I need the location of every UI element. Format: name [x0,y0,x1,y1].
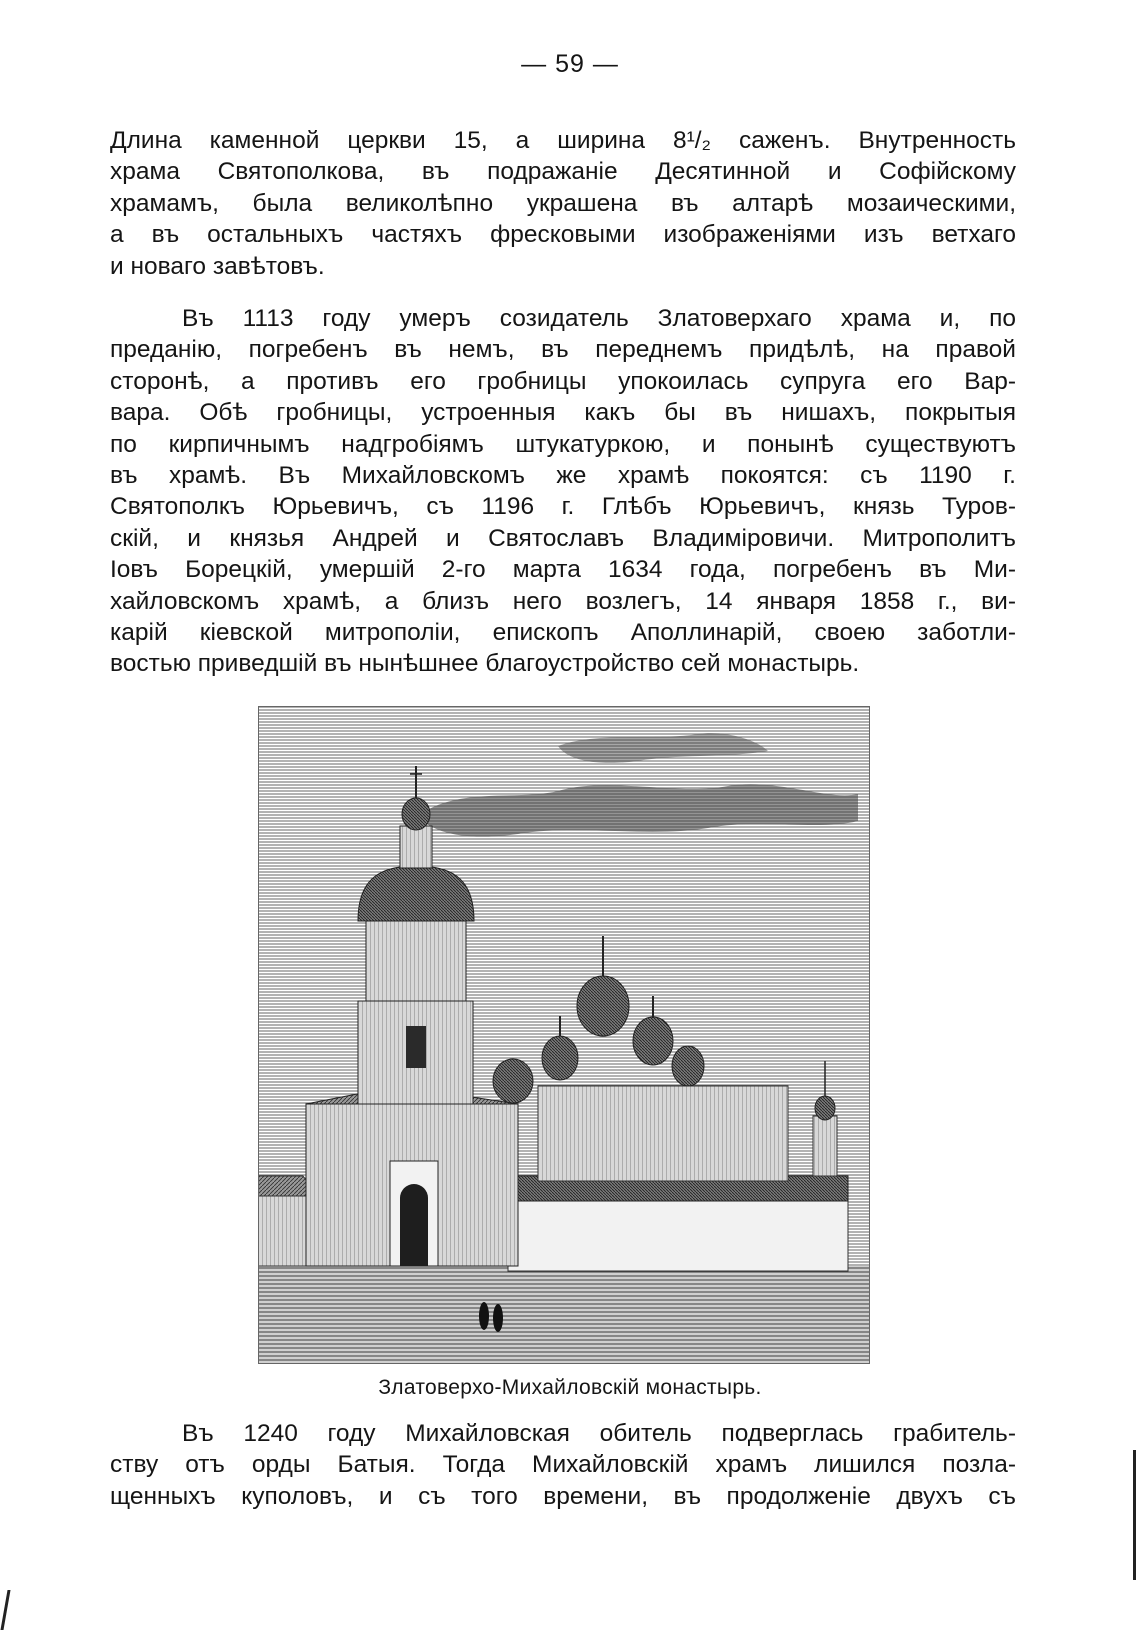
text-line: Іовъ Борецкій, умершій 2-го марта 1634 года, погребенъ въ Ми- [110,556,1016,584]
text-line: хайловскомъ храмѣ, а близъ него возлегъ, 14 января 1858 г., ви- [110,587,1016,615]
cathedral-dome [672,1046,704,1086]
text-line: Въ 1240 году Михайловская обитель подверглась грабитель- [182,1420,1016,1447]
text-line: Святополкъ Юрьевичъ, съ 1196 г. Глѣбъ Юрьевичъ, князь Туров- [110,493,1016,521]
text-line: и новаго завѣтовъ. [110,252,325,280]
cathedral-dome [633,1017,673,1065]
text-line: преданію, погребенъ въ немъ, въ переднемъ придѣлѣ, на правой [110,336,1016,364]
paragraph-3 [110,1418,1016,1512]
monastery-wall [508,1201,848,1271]
figure-person [493,1304,503,1332]
gate-arch [400,1184,428,1266]
text-line: Длина каменной церкви 15, а ширина 8¹/₂ саженъ. Внутренность [110,127,1016,154]
text-line: по кирпичнымъ надгробіямъ штукатуркою, и понынѣ существуютъ [110,430,1016,458]
text-line: скій, и князья Андрей и Святославъ Владиміровичи. Митрополитъ [110,524,1016,552]
paragraph-2 [110,303,1016,680]
figure-caption: Златоверхо-Михайловскій монастырь. [378,1376,762,1399]
scan-margin-mark [0,1590,10,1630]
bell-tower-upper [366,921,466,1001]
figure-person [479,1302,489,1330]
ground [258,1266,870,1364]
text-line: сторонѣ, а противъ его гробницы упокоилась супруга его Вар- [110,367,1016,395]
cathedral-main-dome [577,976,629,1036]
small-tower [813,1116,837,1176]
scan-margin-mark [1133,1450,1136,1580]
cathedral-body [538,1086,788,1181]
text-line: Въ 1113 году умеръ созидатель Златоверхаго храма и, по [182,305,1016,332]
text-line: а въ остальныхъ частяхъ фресковыми изображеніями изъ ветхаго [110,221,1016,249]
text-line: карій кіевской митрополіи, епископъ Аполлинарій, своею заботли- [110,619,1016,647]
paragraph-1 [110,125,1016,282]
text-line: ству отъ орды Батыя. Тогда Михайловскій храмъ лишился позла- [110,1451,1016,1479]
cathedral-dome [542,1036,578,1080]
text-line: въ храмѣ. Въ Михайловскомъ же храмѣ покоятся: съ 1190 г. [110,462,1016,490]
page-number: — 59 — [521,50,619,78]
cathedral-dome [493,1059,533,1103]
text-line: востью приведшій въ нынѣшнее благоустройство сей монастырь. [110,650,860,678]
monastery-engraving [258,706,870,1364]
text-line: вара. Обѣ гробницы, устроенныя какъ бы въ нишахъ, покрытыя [110,399,1016,427]
text-line: храма Святополкова, въ подражаніе Десятинной и Софійскому [110,158,1016,186]
text-line: щенныхъ куполовъ, и съ того времени, въ продолженіе двухъ съ [110,1482,1016,1510]
text-line: храмамъ, была великолѣпно украшена въ алтарѣ мозаическими, [110,189,1016,217]
